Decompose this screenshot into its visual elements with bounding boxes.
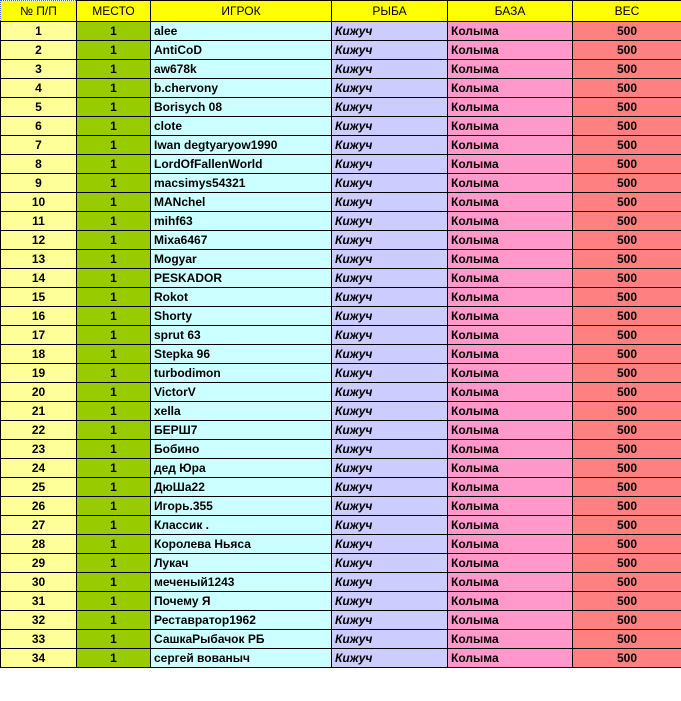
- table-row: [1, 535, 681, 554]
- weight-cell[interactable]: 500: [573, 516, 681, 535]
- header-place-cell[interactable]: МЕСТО: [77, 1, 151, 22]
- weight-cell[interactable]: 500: [573, 478, 681, 497]
- player-cell[interactable]: Классик .: [151, 516, 332, 535]
- fish-cell[interactable]: Кижуч: [332, 174, 448, 193]
- player-cell[interactable]: Реставратор1962: [151, 611, 332, 630]
- weight-cell[interactable]: 500: [573, 41, 681, 60]
- table-header: [1, 1, 681, 22]
- place-cell[interactable]: 1: [77, 535, 151, 554]
- place-cell[interactable]: 1: [77, 630, 151, 649]
- row-num-cell[interactable]: 23: [1, 440, 77, 459]
- player-cell[interactable]: AntiCoD: [151, 41, 332, 60]
- fish-cell[interactable]: Кижуч: [332, 478, 448, 497]
- fish-cell[interactable]: Кижуч: [332, 554, 448, 573]
- fish-cell[interactable]: Кижуч: [332, 41, 448, 60]
- fish-cell[interactable]: Кижуч: [332, 269, 448, 288]
- player-cell[interactable]: sprut 63: [151, 326, 332, 345]
- base-cell[interactable]: Колыма: [448, 155, 573, 174]
- table-row: [1, 117, 681, 136]
- row-num-cell[interactable]: 2: [1, 41, 77, 60]
- base-cell[interactable]: Колыма: [448, 136, 573, 155]
- table-row: [1, 573, 681, 592]
- fish-cell[interactable]: Кижуч: [332, 193, 448, 212]
- base-cell[interactable]: Колыма: [448, 478, 573, 497]
- place-cell[interactable]: 1: [77, 326, 151, 345]
- player-cell[interactable]: Shorty: [151, 307, 332, 326]
- weight-cell[interactable]: 500: [573, 269, 681, 288]
- player-cell[interactable]: Borisych 08: [151, 98, 332, 117]
- fish-cell[interactable]: Кижуч: [332, 649, 448, 668]
- base-cell[interactable]: Колыма: [448, 22, 573, 41]
- player-cell[interactable]: clote: [151, 117, 332, 136]
- weight-cell[interactable]: 500: [573, 288, 681, 307]
- base-cell[interactable]: Колыма: [448, 98, 573, 117]
- base-cell[interactable]: Колыма: [448, 231, 573, 250]
- weight-cell[interactable]: 500: [573, 592, 681, 611]
- table-row: [1, 592, 681, 611]
- base-cell[interactable]: Колыма: [448, 497, 573, 516]
- table-row: [1, 440, 681, 459]
- place-cell[interactable]: 1: [77, 117, 151, 136]
- fish-cell[interactable]: Кижуч: [332, 630, 448, 649]
- weight-cell[interactable]: 500: [573, 60, 681, 79]
- base-cell[interactable]: Колыма: [448, 516, 573, 535]
- player-cell[interactable]: Iwan degtyaryow1990: [151, 136, 332, 155]
- player-cell[interactable]: меченый1243: [151, 573, 332, 592]
- table-row: [1, 649, 681, 668]
- weight-cell[interactable]: 500: [573, 459, 681, 478]
- player-cell[interactable]: Почему Я: [151, 592, 332, 611]
- place-cell[interactable]: 1: [77, 402, 151, 421]
- place-cell[interactable]: 1: [77, 421, 151, 440]
- row-num-cell[interactable]: 26: [1, 497, 77, 516]
- weight-cell[interactable]: 500: [573, 307, 681, 326]
- row-num-cell[interactable]: 21: [1, 402, 77, 421]
- table-row: [1, 345, 681, 364]
- weight-cell[interactable]: 500: [573, 554, 681, 573]
- player-cell[interactable]: Stepka 96: [151, 345, 332, 364]
- weight-cell[interactable]: 500: [573, 440, 681, 459]
- header-num-cell[interactable]: № П/П: [1, 1, 77, 22]
- fish-cell[interactable]: Кижуч: [332, 611, 448, 630]
- fish-cell[interactable]: Кижуч: [332, 364, 448, 383]
- header-player-cell[interactable]: ИГРОК: [151, 1, 332, 22]
- row-num-cell[interactable]: 14: [1, 269, 77, 288]
- weight-cell[interactable]: 500: [573, 535, 681, 554]
- table-row: [1, 22, 681, 41]
- fish-cell[interactable]: Кижуч: [332, 307, 448, 326]
- base-cell[interactable]: Колыма: [448, 345, 573, 364]
- place-cell[interactable]: 1: [77, 79, 151, 98]
- base-cell[interactable]: Колыма: [448, 592, 573, 611]
- fish-cell[interactable]: Кижуч: [332, 60, 448, 79]
- row-num-cell[interactable]: 6: [1, 117, 77, 136]
- base-cell[interactable]: Колыма: [448, 402, 573, 421]
- row-num-cell[interactable]: 9: [1, 174, 77, 193]
- base-cell[interactable]: Колыма: [448, 79, 573, 98]
- header-fish-cell[interactable]: РЫБА: [332, 1, 448, 22]
- fish-cell[interactable]: Кижуч: [332, 288, 448, 307]
- table-row: [1, 421, 681, 440]
- row-num-cell[interactable]: 31: [1, 592, 77, 611]
- row-num-cell[interactable]: 10: [1, 193, 77, 212]
- table-row: [1, 212, 681, 231]
- place-cell[interactable]: 1: [77, 269, 151, 288]
- place-cell[interactable]: 1: [77, 554, 151, 573]
- table-row: [1, 554, 681, 573]
- base-cell[interactable]: Колыма: [448, 535, 573, 554]
- row-num-cell[interactable]: 34: [1, 649, 77, 668]
- weight-cell[interactable]: 500: [573, 174, 681, 193]
- fish-cell[interactable]: Кижуч: [332, 22, 448, 41]
- row-num-cell[interactable]: 5: [1, 98, 77, 117]
- table-row: [1, 41, 681, 60]
- fish-cell[interactable]: Кижуч: [332, 98, 448, 117]
- place-cell[interactable]: 1: [77, 307, 151, 326]
- table-row: [1, 307, 681, 326]
- base-cell[interactable]: Колыма: [448, 117, 573, 136]
- table-row: [1, 402, 681, 421]
- fish-cell[interactable]: Кижуч: [332, 250, 448, 269]
- weight-cell[interactable]: 500: [573, 611, 681, 630]
- player-cell[interactable]: сергей вованыч: [151, 649, 332, 668]
- table-body: [1, 22, 681, 668]
- fish-cell[interactable]: Кижуч: [332, 383, 448, 402]
- fish-cell[interactable]: Кижуч: [332, 421, 448, 440]
- weight-cell[interactable]: 500: [573, 250, 681, 269]
- row-num-cell[interactable]: 32: [1, 611, 77, 630]
- row-num-cell[interactable]: 20: [1, 383, 77, 402]
- place-cell[interactable]: 1: [77, 440, 151, 459]
- place-cell[interactable]: 1: [77, 364, 151, 383]
- weight-cell[interactable]: 500: [573, 155, 681, 174]
- weight-cell[interactable]: 500: [573, 649, 681, 668]
- base-cell[interactable]: Колыма: [448, 459, 573, 478]
- table-row: [1, 478, 681, 497]
- base-cell[interactable]: Колыма: [448, 573, 573, 592]
- row-num-cell[interactable]: 28: [1, 535, 77, 554]
- table-row: [1, 611, 681, 630]
- row-num-cell[interactable]: 17: [1, 326, 77, 345]
- fish-cell[interactable]: Кижуч: [332, 117, 448, 136]
- weight-cell[interactable]: 500: [573, 497, 681, 516]
- player-cell[interactable]: Mixa6467: [151, 231, 332, 250]
- row-num-cell[interactable]: 24: [1, 459, 77, 478]
- row-num-cell[interactable]: 27: [1, 516, 77, 535]
- weight-cell[interactable]: 500: [573, 421, 681, 440]
- weight-cell[interactable]: 500: [573, 326, 681, 345]
- base-cell[interactable]: Колыма: [448, 60, 573, 79]
- fish-cell[interactable]: Кижуч: [332, 535, 448, 554]
- base-cell[interactable]: Колыма: [448, 611, 573, 630]
- table-row: [1, 516, 681, 535]
- row-num-cell[interactable]: 25: [1, 478, 77, 497]
- place-cell[interactable]: 1: [77, 193, 151, 212]
- row-num-cell[interactable]: 8: [1, 155, 77, 174]
- table-row: [1, 79, 681, 98]
- weight-cell[interactable]: 500: [573, 98, 681, 117]
- player-cell[interactable]: mihf63: [151, 212, 332, 231]
- place-cell[interactable]: 1: [77, 649, 151, 668]
- player-cell[interactable]: БЕРШ7: [151, 421, 332, 440]
- table-row: [1, 288, 681, 307]
- player-cell[interactable]: LordOfFallenWorld: [151, 155, 332, 174]
- place-cell[interactable]: 1: [77, 573, 151, 592]
- base-cell[interactable]: Колыма: [448, 440, 573, 459]
- row-num-cell[interactable]: 33: [1, 630, 77, 649]
- place-cell[interactable]: 1: [77, 459, 151, 478]
- place-cell[interactable]: 1: [77, 345, 151, 364]
- base-cell[interactable]: Колыма: [448, 630, 573, 649]
- row-num-cell[interactable]: 13: [1, 250, 77, 269]
- player-cell[interactable]: MANchel: [151, 193, 332, 212]
- player-cell[interactable]: Лукач: [151, 554, 332, 573]
- row-num-cell[interactable]: 29: [1, 554, 77, 573]
- weight-cell[interactable]: 500: [573, 117, 681, 136]
- player-cell[interactable]: turbodimon: [151, 364, 332, 383]
- player-cell[interactable]: ДюШа22: [151, 478, 332, 497]
- table-row: [1, 383, 681, 402]
- fish-cell[interactable]: Кижуч: [332, 459, 448, 478]
- player-cell[interactable]: Rokot: [151, 288, 332, 307]
- player-cell[interactable]: СашкаРыбачок РБ: [151, 630, 332, 649]
- place-cell[interactable]: 1: [77, 231, 151, 250]
- weight-cell[interactable]: 500: [573, 402, 681, 421]
- table-row: [1, 326, 681, 345]
- header-weight-cell[interactable]: ВЕС: [573, 1, 681, 22]
- weight-cell[interactable]: 500: [573, 193, 681, 212]
- base-cell[interactable]: Колыма: [448, 174, 573, 193]
- row-num-cell[interactable]: 19: [1, 364, 77, 383]
- player-cell[interactable]: VictorV: [151, 383, 332, 402]
- player-cell[interactable]: xella: [151, 402, 332, 421]
- fish-cell[interactable]: Кижуч: [332, 573, 448, 592]
- weight-cell[interactable]: 500: [573, 364, 681, 383]
- player-cell[interactable]: Королева Ньяса: [151, 535, 332, 554]
- place-cell[interactable]: 1: [77, 60, 151, 79]
- row-num-cell[interactable]: 7: [1, 136, 77, 155]
- place-cell[interactable]: 1: [77, 212, 151, 231]
- weight-cell[interactable]: 500: [573, 212, 681, 231]
- table-row: [1, 364, 681, 383]
- base-cell[interactable]: Колыма: [448, 326, 573, 345]
- row-num-cell[interactable]: 4: [1, 79, 77, 98]
- place-cell[interactable]: 1: [77, 478, 151, 497]
- table-row: [1, 60, 681, 79]
- place-cell[interactable]: 1: [77, 516, 151, 535]
- table-row: [1, 193, 681, 212]
- base-cell[interactable]: Колыма: [448, 383, 573, 402]
- weight-cell[interactable]: 500: [573, 79, 681, 98]
- player-cell[interactable]: Бобино: [151, 440, 332, 459]
- place-cell[interactable]: 1: [77, 22, 151, 41]
- base-cell[interactable]: Колыма: [448, 307, 573, 326]
- weight-cell[interactable]: 500: [573, 231, 681, 250]
- fish-cell[interactable]: Кижуч: [332, 516, 448, 535]
- fish-cell[interactable]: Кижуч: [332, 592, 448, 611]
- player-cell[interactable]: Mogyar: [151, 250, 332, 269]
- base-cell[interactable]: Колыма: [448, 364, 573, 383]
- header-row: [1, 1, 681, 22]
- base-cell[interactable]: Колыма: [448, 421, 573, 440]
- player-cell[interactable]: alee: [151, 22, 332, 41]
- fish-cell[interactable]: Кижуч: [332, 79, 448, 98]
- row-num-cell[interactable]: 16: [1, 307, 77, 326]
- fish-cell[interactable]: Кижуч: [332, 155, 448, 174]
- fish-cell[interactable]: Кижуч: [332, 497, 448, 516]
- fish-cell[interactable]: Кижуч: [332, 440, 448, 459]
- table-row: [1, 174, 681, 193]
- row-num-cell[interactable]: 1: [1, 22, 77, 41]
- fish-cell[interactable]: Кижуч: [332, 212, 448, 231]
- place-cell[interactable]: 1: [77, 288, 151, 307]
- row-num-cell[interactable]: 22: [1, 421, 77, 440]
- header-base-cell[interactable]: БАЗА: [448, 1, 573, 22]
- fish-cell[interactable]: Кижуч: [332, 326, 448, 345]
- table-row: [1, 155, 681, 174]
- player-cell[interactable]: Игорь.355: [151, 497, 332, 516]
- place-cell[interactable]: 1: [77, 497, 151, 516]
- place-cell[interactable]: 1: [77, 98, 151, 117]
- weight-cell[interactable]: 500: [573, 22, 681, 41]
- weight-cell[interactable]: 500: [573, 345, 681, 364]
- base-cell[interactable]: Колыма: [448, 250, 573, 269]
- weight-cell[interactable]: 500: [573, 573, 681, 592]
- row-num-cell[interactable]: 30: [1, 573, 77, 592]
- weight-cell[interactable]: 500: [573, 136, 681, 155]
- table-row: [1, 630, 681, 649]
- place-cell[interactable]: 1: [77, 155, 151, 174]
- place-cell[interactable]: 1: [77, 383, 151, 402]
- weight-cell[interactable]: 500: [573, 383, 681, 402]
- fish-cell[interactable]: Кижуч: [332, 136, 448, 155]
- base-cell[interactable]: Колыма: [448, 288, 573, 307]
- base-cell[interactable]: Колыма: [448, 269, 573, 288]
- row-num-cell[interactable]: 18: [1, 345, 77, 364]
- place-cell[interactable]: 1: [77, 41, 151, 60]
- player-cell[interactable]: macsimys54321: [151, 174, 332, 193]
- table-row: [1, 136, 681, 155]
- table-row: [1, 98, 681, 117]
- player-cell[interactable]: дед Юра: [151, 459, 332, 478]
- fish-cell[interactable]: Кижуч: [332, 402, 448, 421]
- table-row: [1, 459, 681, 478]
- player-cell[interactable]: aw678k: [151, 60, 332, 79]
- base-cell[interactable]: Колыма: [448, 212, 573, 231]
- table-row: [1, 250, 681, 269]
- base-cell[interactable]: Колыма: [448, 554, 573, 573]
- table-row: [1, 497, 681, 516]
- weight-cell[interactable]: 500: [573, 630, 681, 649]
- place-cell[interactable]: 1: [77, 592, 151, 611]
- row-num-cell[interactable]: 3: [1, 60, 77, 79]
- fish-cell[interactable]: Кижуч: [332, 345, 448, 364]
- base-cell[interactable]: Колыма: [448, 649, 573, 668]
- place-cell[interactable]: 1: [77, 136, 151, 155]
- row-num-cell[interactable]: 12: [1, 231, 77, 250]
- table-row: [1, 269, 681, 288]
- player-cell[interactable]: b.chervony: [151, 79, 332, 98]
- row-num-cell[interactable]: 15: [1, 288, 77, 307]
- row-num-cell[interactable]: 11: [1, 212, 77, 231]
- place-cell[interactable]: 1: [77, 174, 151, 193]
- fish-cell[interactable]: Кижуч: [332, 231, 448, 250]
- place-cell[interactable]: 1: [77, 611, 151, 630]
- base-cell[interactable]: Колыма: [448, 41, 573, 60]
- player-cell[interactable]: PESKADOR: [151, 269, 332, 288]
- base-cell[interactable]: Колыма: [448, 193, 573, 212]
- table-row: [1, 231, 681, 250]
- place-cell[interactable]: 1: [77, 250, 151, 269]
